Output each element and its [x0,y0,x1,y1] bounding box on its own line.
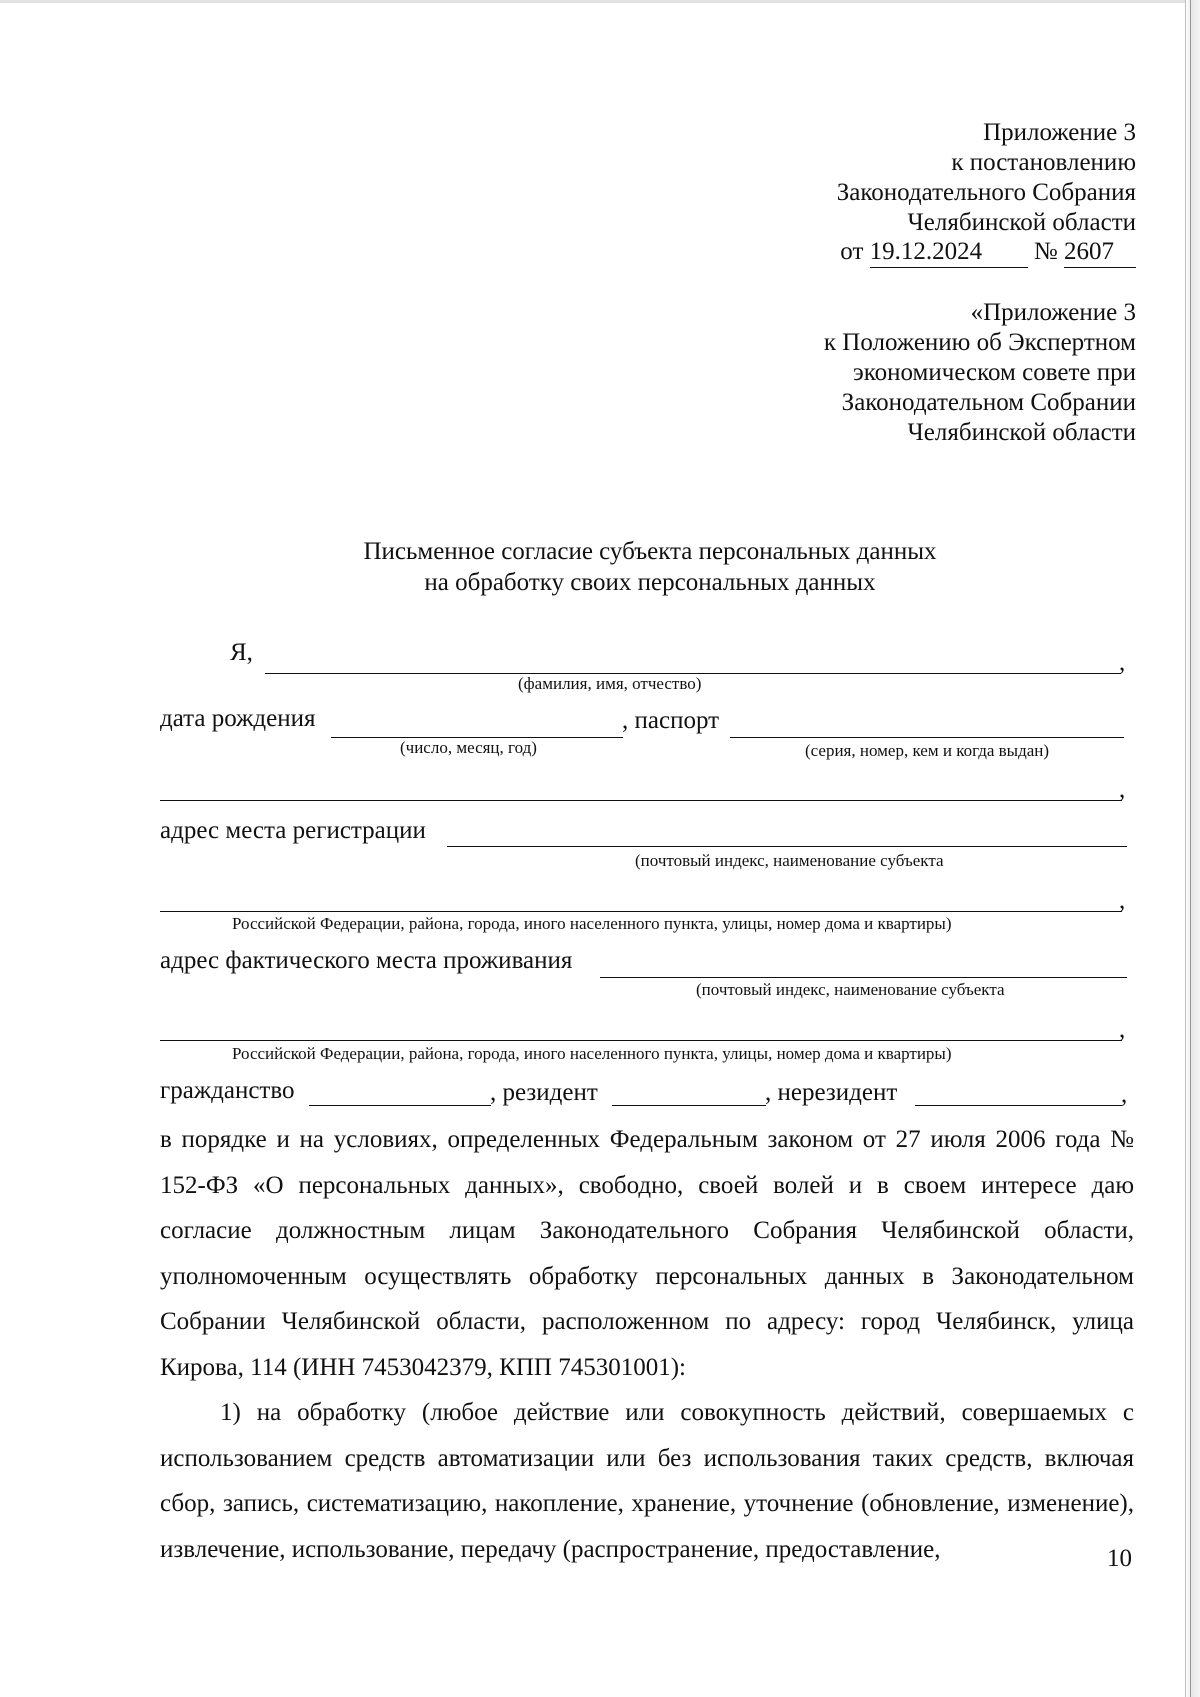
approval-date-line [840,237,1136,268]
page-number: 10 [1107,1545,1132,1572]
nonresident-field-line[interactable] [915,1105,1122,1106]
regulation-line-4: Законодательном Собрании [841,389,1136,416]
fio-caption: (фамилия, имя, отчество) [518,674,702,693]
regulation-line-5: Челябинской области [907,419,1136,446]
fact-address-label: адрес фактического места проживания [160,947,573,974]
approval-line-4: Челябинской области [907,209,1136,236]
birth-label: дата рождения [160,705,316,732]
scan-page-edge [1185,0,1200,1697]
resident-field-line[interactable] [612,1105,766,1106]
nonresident-comma: , [1121,1081,1128,1108]
regulation-line-2: к Положению об Экспертном [823,329,1136,356]
fact-address-field-line[interactable] [600,977,1127,978]
approval-date: 19.12.2024 [870,237,1028,268]
fact-address-line-2[interactable] [160,1040,1122,1041]
passport-comma: , [1119,776,1126,803]
nonresident-label: , нерезидент [765,1079,898,1106]
approval-line-1: Приложение 3 [983,119,1136,146]
i-label: Я, [230,639,253,666]
approval-line-2: к постановлению [951,149,1136,176]
consent-paragraph: в порядке и на условиях, определенных Федеральным законом от 27 июля 2006 года № 152-ФЗ «О персональных данных», свободно, своей волей и в своем интересе даю согласие должностным лицам Законодательного Собрания Челябинской области, уполномоченным осуществлять обработку персональных данных в Законодательном Собрании Челябинской области, расположенном по адресу: город Челябинск, улица Кирова, 114 (ИНН 7453042379, КПП 745301001): [160,1126,1134,1381]
approval-line-3: Законодательного Собрания [836,179,1136,206]
passport-label: , паспорт [622,707,720,734]
passport-field-line[interactable] [730,737,1124,738]
reg-caption-1: (почтовый индекс, наименование субъекта [635,851,944,870]
regulation-line-1: «Приложение 3 [970,299,1136,326]
citizenship-field-line[interactable] [309,1105,491,1106]
document-title-line-1: Письменное согласие субъекта персональных данных [363,538,937,565]
reg-address-line-2[interactable] [160,911,1122,912]
number-prefix: № [1033,238,1058,265]
resident-label: , резидент [490,1079,598,1106]
regulation-line-3: экономическом совете при [853,359,1136,386]
reg-comma: , [1119,887,1126,914]
scan-top-edge [0,0,1200,3]
fio-comma: , [1119,649,1126,676]
document-title-line-2: на обработку своих персональных данных [424,569,876,596]
date-prefix: от [840,238,864,265]
reg-address-label: адрес места регистрации [160,817,426,844]
approval-number: 2607 [1064,237,1136,268]
passport-caption: (серия, номер, кем и когда выдан) [805,741,1050,760]
reg-address-field-line[interactable] [447,846,1127,847]
fact-comma: , [1119,1016,1126,1043]
fact-caption-2: Российской Федерации, района, города, иного населенного пункта, улицы, номер дома и квартиры) [232,1044,952,1063]
fact-caption-1: (почтовый индекс, наименование субъекта [696,980,1005,999]
reg-caption-2: Российской Федерации, района, города, иного населенного пункта, улицы, номер дома и квартиры) [232,914,952,933]
processing-clause-paragraph: 1) на обработку (любое действие или совокупность действий, совершаемых с использованием средств автоматизации или без использования таких средств, включая сбор, запись, систематизацию, накопление, хранение, уточнение (обновление, изменение), извлечение, использование, передачу (распространение, предоставление, [160,1399,1134,1563]
citizenship-label: гражданство [160,1077,295,1104]
passport-continuation-line[interactable] [160,800,1122,801]
scan-edge-line [1190,0,1191,1697]
birth-caption: (число, месяц, год) [400,738,537,757]
